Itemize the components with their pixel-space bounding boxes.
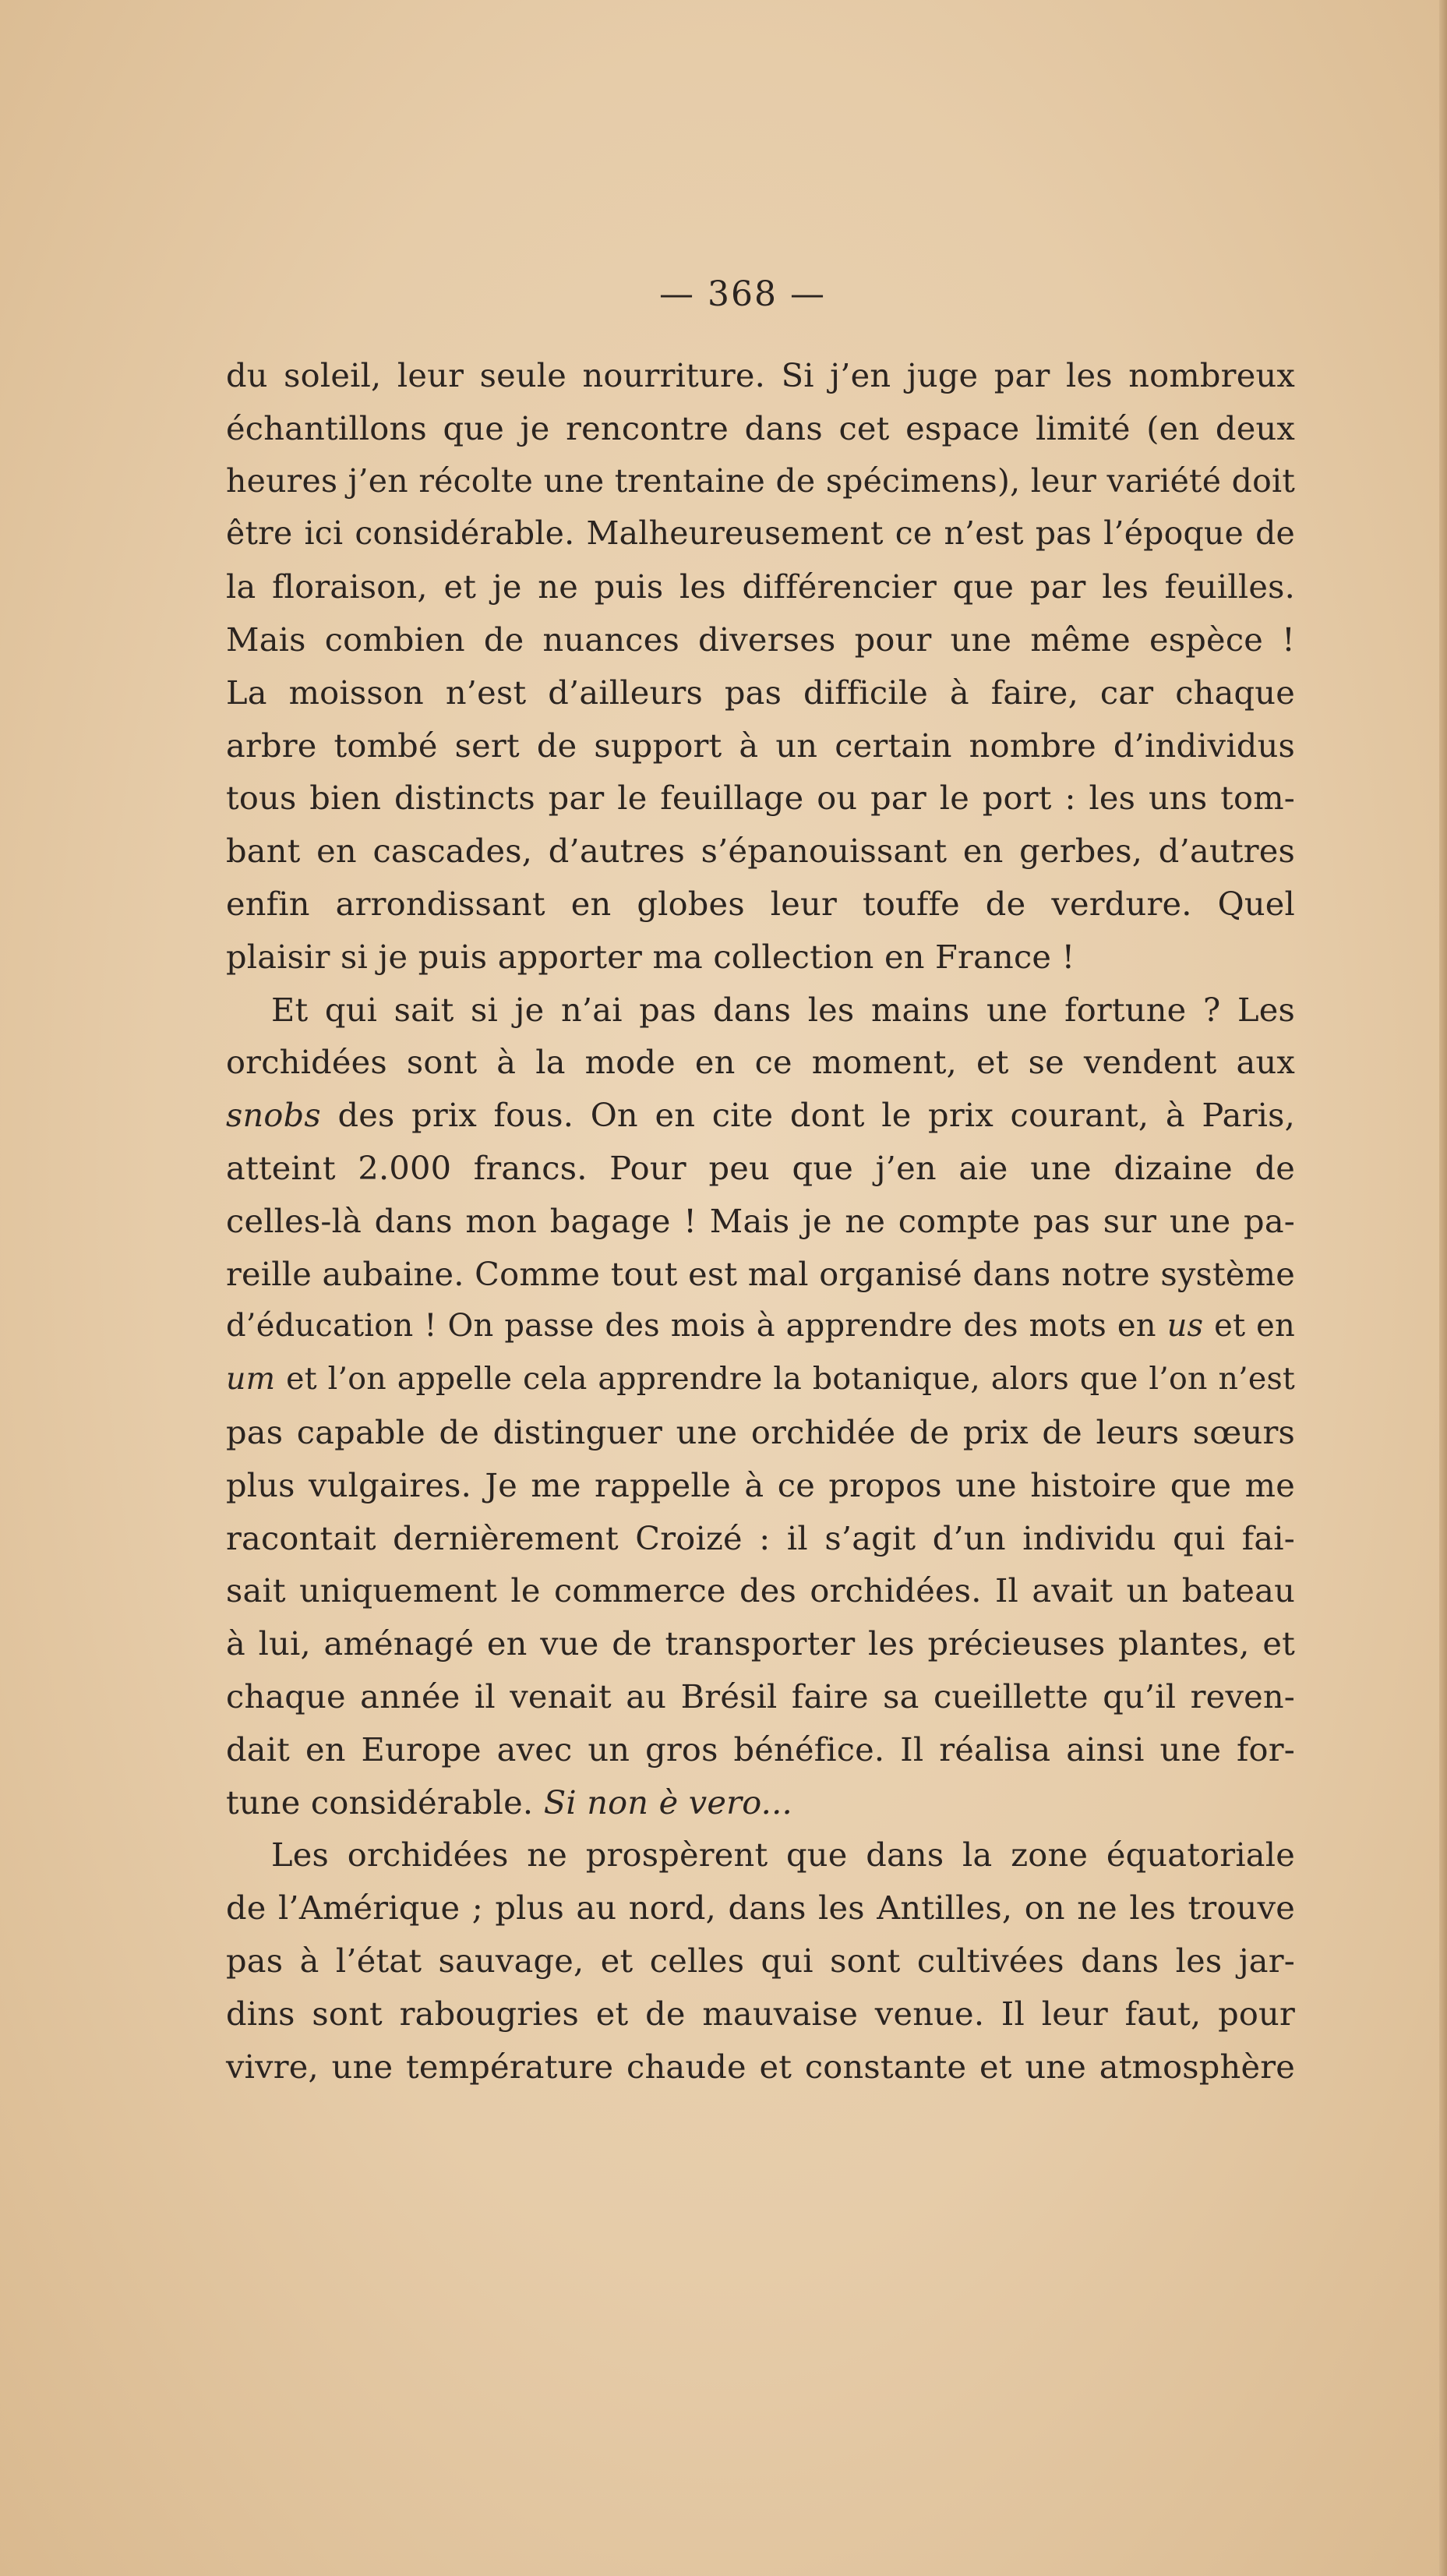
text-segment: à lui, aménagé en vue de transporter les précieuses plantes, et <box>226 1624 1295 1663</box>
text-segment: enfin arrondissant en globes leur touffe de verdure. Quel <box>226 884 1295 923</box>
text-line <box>226 1988 1295 2041</box>
text-segment: être ici considérable. Malheureusement ce n’est pas l’époque de <box>226 514 1295 553</box>
text-line <box>226 349 1295 402</box>
text-line <box>226 1195 1295 1248</box>
text-line <box>226 1248 1295 1301</box>
italic-text: us <box>1166 1308 1204 1345</box>
italic-text: Si non è vero... <box>543 1783 792 1822</box>
text-line <box>226 1406 1295 1459</box>
text-line <box>226 2041 1295 2094</box>
text-line <box>226 666 1295 719</box>
text-line <box>226 402 1295 455</box>
body-text <box>226 349 1295 2093</box>
text-line <box>226 825 1295 878</box>
text-line <box>226 1935 1295 1988</box>
text-line <box>226 1036 1295 1089</box>
text-segment: échantillons que je rencontre dans cet espace limité (en deux <box>226 408 1295 447</box>
text-segment: pas capable de distinguer une orchidée de prix de leurs sœurs <box>226 1412 1295 1451</box>
text-line <box>226 878 1295 931</box>
text-line <box>226 1459 1295 1512</box>
text-line <box>226 1089 1295 1142</box>
text-segment: la floraison, et je ne puis les différencier que par les feuilles. <box>226 567 1295 606</box>
text-segment: orchidées sont à la mode en ce moment, et se vendent aux <box>226 1043 1295 1082</box>
text-line <box>226 613 1295 666</box>
text-segment: tous bien distincts par le feuillage ou par le port : les uns tom- <box>226 779 1295 818</box>
text-line <box>226 455 1295 508</box>
text-segment: dait en Europe avec un gros bénéfice. Il réalisa ainsi une for- <box>226 1730 1295 1769</box>
page-number: — 368 — <box>659 274 826 314</box>
text-line <box>226 1723 1295 1776</box>
text-segment: arbre tombé sert de support à un certain nombre d’individus <box>226 726 1295 765</box>
text-line <box>226 1142 1295 1195</box>
text-segment: d’éducation ! On passe des mois à apprendre des mots en <box>226 1308 1167 1345</box>
text-line <box>226 1829 1295 1882</box>
text-line <box>226 772 1295 825</box>
text-segment: sait uniquement le commerce des orchidées. Il avait un bateau <box>226 1571 1295 1610</box>
page-edge <box>1439 0 1447 2576</box>
text-segment: reille aubaine. Comme tout est mal organisé dans notre système <box>226 1254 1295 1293</box>
text-line <box>226 719 1295 772</box>
text-segment: et en <box>1203 1308 1296 1345</box>
text-segment: celles-là dans mon bagage ! Mais je ne compte pas sur une pa- <box>226 1201 1295 1240</box>
text-segment: dins sont rabougries et de mauvaise venue. Il leur faut, pour <box>226 1994 1295 2033</box>
text-segment: atteint 2.000 francs. Pour peu que j’en aie une dizaine de <box>226 1148 1295 1187</box>
text-line <box>226 560 1295 613</box>
text-segment: tune considérable. <box>226 1783 544 1822</box>
text-line <box>226 1564 1295 1617</box>
text-segment: et l’on appelle cela apprendre la botanique, alors que l’on n’est <box>275 1361 1295 1398</box>
text-segment: des prix fous. On en cite dont le prix courant, à Paris, <box>320 1096 1295 1135</box>
text-segment: plaisir si je puis apporter ma collection en France ! <box>226 937 1075 976</box>
text-line <box>226 507 1295 560</box>
text-segment: La moisson n’est d’ailleurs pas difficile à faire, car chaque <box>226 673 1295 712</box>
text-line <box>226 1670 1295 1723</box>
text-segment: Les orchidées ne prospèrent que dans la zone équatoriale <box>271 1836 1295 1875</box>
text-segment: bant en cascades, d’autres s’épanouissant en gerbes, d’autres <box>226 832 1295 871</box>
text-segment: heures j’en récolte une trentaine de spécimens), leur variété doit <box>226 461 1295 500</box>
text-line <box>226 1882 1295 1935</box>
text-line <box>226 1353 1295 1406</box>
text-line <box>226 1300 1295 1353</box>
text-segment: racontait dernièrement Croizé : il s’agit d’un individu qui fai- <box>226 1518 1295 1557</box>
text-segment: Et qui sait si je n’ai pas dans les mains une fortune ? Les <box>271 990 1295 1029</box>
text-segment: vivre, une température chaude et constante et une atmosphère <box>226 2047 1295 2086</box>
text-segment: chaque année il venait au Brésil faire sa cueillette qu’il reven- <box>226 1677 1295 1716</box>
text-segment: Mais combien de nuances diverses pour une même espèce ! <box>226 620 1295 659</box>
italic-text: snobs <box>226 1096 321 1135</box>
text-line <box>226 984 1295 1037</box>
italic-text: um <box>226 1361 276 1398</box>
text-line <box>226 1776 1295 1829</box>
text-segment: pas à l’état sauvage, et celles qui sont cultivées dans les jar- <box>226 1941 1295 1980</box>
text-segment: de l’Amérique ; plus au nord, dans les Antilles, on ne les trouve <box>226 1889 1295 1928</box>
text-line <box>226 1512 1295 1565</box>
text-line <box>226 1617 1295 1670</box>
text-segment: plus vulgaires. Je me rappelle à ce propos une histoire que me <box>226 1465 1295 1504</box>
text-line <box>226 931 1295 984</box>
text-segment: du soleil, leur seule nourriture. Si j’en juge par les nombreux <box>226 356 1295 394</box>
